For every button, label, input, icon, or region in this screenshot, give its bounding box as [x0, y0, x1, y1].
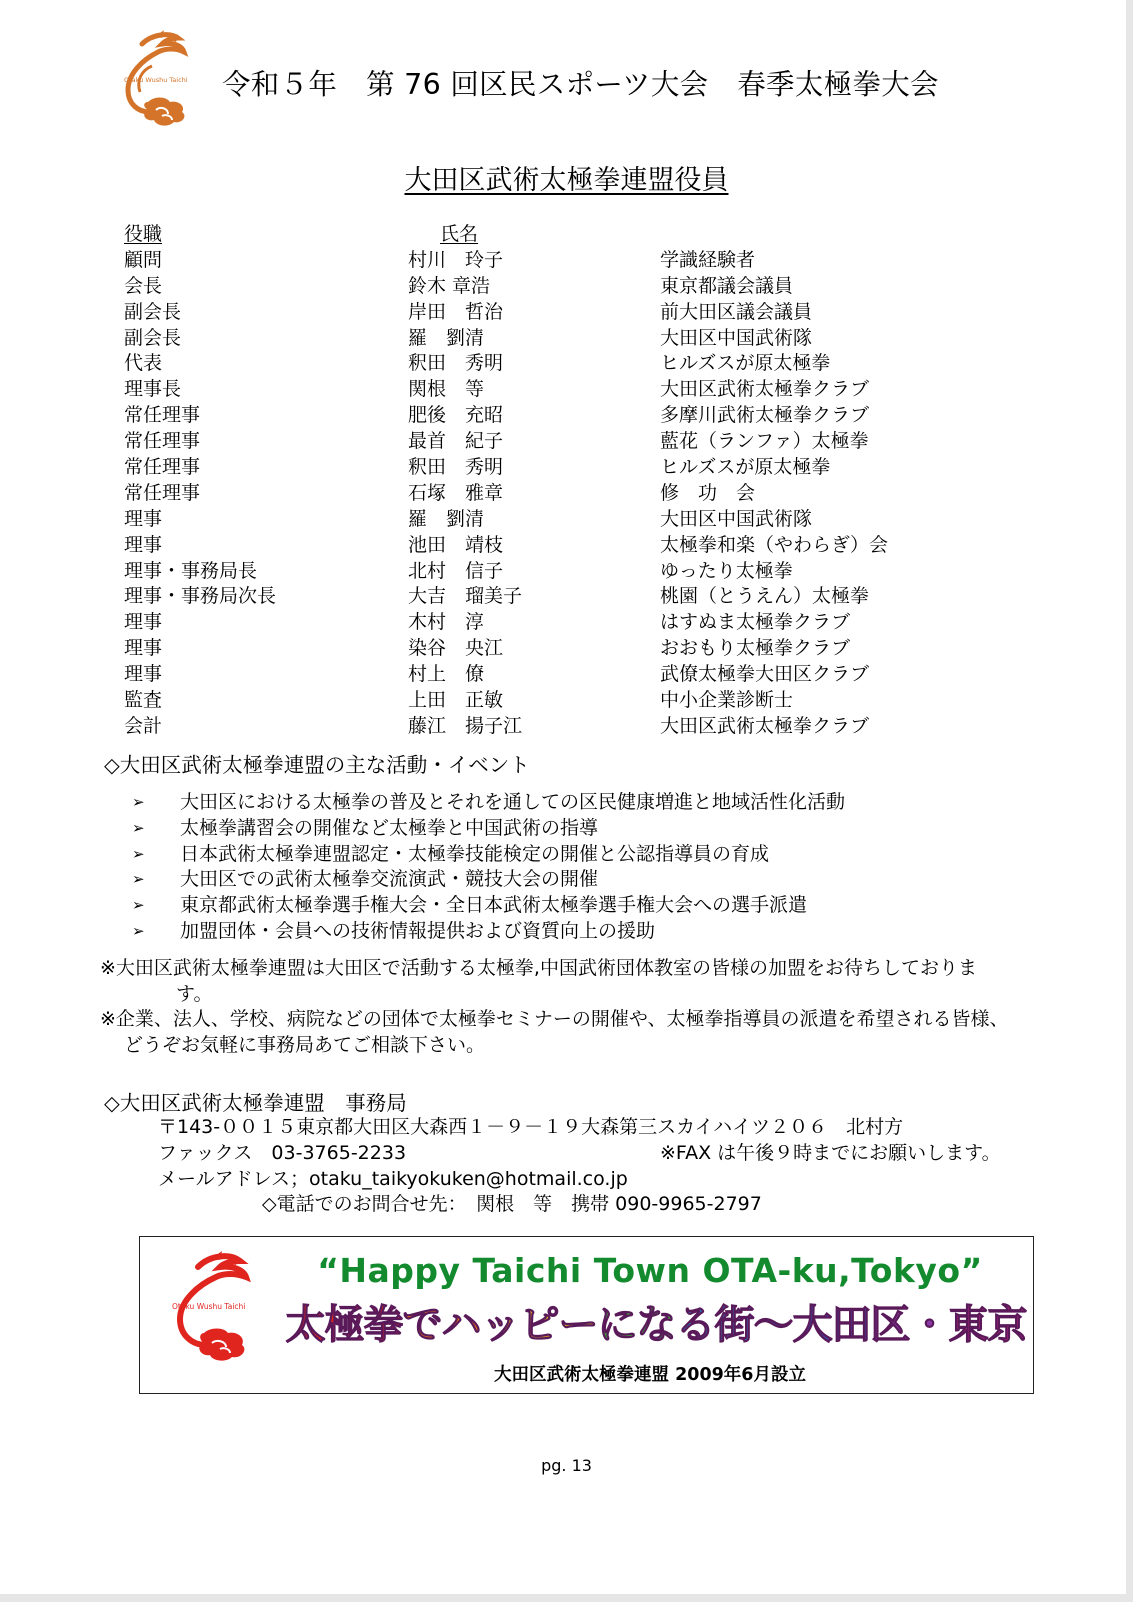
officer-role: 理事: [124, 611, 163, 634]
officer-affiliation: 太極拳和楽（やわらぎ）会: [660, 533, 889, 556]
banner-established: 大田区武術太極拳連盟 2009年6月設立: [494, 1365, 806, 1385]
page-edge: [1126, 0, 1133, 1602]
officer-name: 北村 信子: [408, 559, 504, 582]
activity-text: 大田区での武術太極拳交流演武・競技大会の開催: [180, 868, 599, 891]
officer-row: [124, 714, 924, 740]
officer-role: 副会長: [124, 300, 182, 323]
activities-title: ◇大田区武術太極拳連盟の主な活動・イベント: [104, 753, 530, 777]
officer-name: 上田 正敏: [408, 689, 504, 712]
officer-affiliation: 大田区中国武術隊: [660, 326, 813, 349]
officer-name: 最首 紀子: [408, 430, 504, 453]
banner-slogan-char: 田: [831, 1302, 871, 1348]
officer-row: [124, 559, 924, 585]
membership-note: ※大田区武術太極拳連盟は大田区で活動する太極拳,中国武術団体教室の皆様の加盟をお待ちしておりま: [100, 957, 977, 979]
fax-note: ※FAX は午後９時までにお願いします。: [660, 1142, 1001, 1164]
officer-affiliation: ヒルズスが原太極拳: [660, 456, 831, 479]
officer-row: [124, 274, 924, 300]
banner-japanese-slogan: [276, 1293, 1036, 1350]
banner-slogan-char: 大: [792, 1302, 832, 1348]
activity-text: 日本武術太極拳連盟認定・太極拳技能検定の開催と公認指導員の育成: [180, 842, 770, 865]
arrow-bullet-icon: ➢: [132, 896, 145, 915]
banner-slogan-char: ハ: [441, 1302, 481, 1348]
name-column-header: 氏名: [440, 223, 479, 245]
officer-affiliation: 桃園（とうえん）太極拳: [660, 585, 870, 608]
officer-affiliation: はすぬま太極拳クラブ: [660, 611, 851, 634]
banner-slogan-char: 京: [987, 1302, 1027, 1348]
officer-row: [124, 326, 924, 352]
arrow-bullet-icon: ➢: [132, 793, 145, 811]
banner-slogan-char: な: [636, 1302, 676, 1348]
officer-role: 会計: [124, 714, 163, 737]
officer-name: 大吉 瑠美子: [408, 585, 523, 608]
office-address: 〒143-００１５東京都大田区大森西１－９－１９大森第三スカイハイツ２０６ 北村方: [158, 1116, 904, 1138]
officer-name: 羅 劉清: [408, 326, 485, 349]
banner-slogan-char: 東: [948, 1302, 988, 1348]
officer-row: [124, 688, 924, 714]
officer-name: 村川 玲子: [408, 248, 504, 271]
banner-slogan-char: に: [597, 1302, 637, 1348]
activity-text: 大田区における太極拳の普及とそれを通しての区民健康増進と地域活性化活動: [180, 791, 846, 813]
officer-row: [124, 481, 924, 507]
activity-text: 太極拳講習会の開催など太極拳と中国武術の指導: [180, 816, 599, 839]
officer-affiliation: ヒルズスが原太極拳: [660, 352, 831, 375]
seminar-note: ※企業、法人、学校、病院などの団体で太極拳セミナーの開催や、太極拳指導員の派遣を希望される皆様、: [100, 1008, 1009, 1030]
officer-affiliation: 武僚太極拳大田区クラブ: [660, 663, 870, 686]
arrow-bullet-icon: ➢: [132, 818, 145, 837]
officer-role: 理事: [124, 533, 163, 556]
officer-row: [124, 507, 924, 533]
officer-affiliation: 藍花（ランファ）太極拳: [660, 430, 869, 453]
arrow-bullet-icon: ➢: [132, 921, 145, 940]
officer-name: 池田 靖枝: [408, 533, 504, 556]
officer-row: [124, 351, 924, 377]
officer-name: 木村 淳: [408, 611, 485, 634]
banner-slogan-char: 拳: [363, 1302, 403, 1348]
officer-row: [124, 403, 924, 429]
arrow-bullet-icon: ➢: [132, 870, 145, 889]
office-email: メールアドレス；otaku_taikyokuken@hotmail.co.jp: [158, 1168, 628, 1190]
banner-english-slogan: “Happy Taichi Town OTA-ku,Tokyo”: [317, 1251, 983, 1290]
officer-affiliation: おおもり太極拳クラブ: [660, 637, 851, 660]
banner-slogan-char: ～: [753, 1302, 793, 1348]
officer-row: [124, 662, 924, 688]
role-column-header: 役職: [124, 223, 163, 245]
officer-affiliation: 東京都議会議員: [660, 274, 794, 297]
officer-row: [124, 584, 924, 610]
office-title: ◇大田区武術太極拳連盟 事務局: [104, 1091, 407, 1115]
officer-row: [124, 636, 924, 662]
membership-note-continued: す。: [176, 983, 213, 1005]
officer-affiliation: ゆったり太極拳: [660, 559, 793, 582]
office-phone: ◇電話でのお問合せ先： 関根 等 携帯 090-9965-2797: [262, 1193, 762, 1215]
dragon-logo-icon: [164, 1251, 260, 1363]
officer-row: [124, 429, 924, 455]
officer-name: 肥後 充昭: [408, 404, 504, 427]
promo-banner: [139, 1236, 1034, 1394]
officer-role: 常任理事: [124, 456, 201, 479]
page-edge: [0, 1594, 1133, 1602]
page-number: pg. 13: [541, 1456, 592, 1475]
dragon-logo-icon: [112, 30, 198, 128]
officer-role: 理事: [124, 663, 163, 686]
banner-slogan-char: 太: [285, 1302, 325, 1348]
arrow-bullet-icon: ➢: [132, 844, 145, 863]
officers-table: [124, 222, 924, 740]
officer-affiliation: 大田区武術太極拳クラブ: [660, 714, 870, 737]
officer-name: 岸田 哲治: [408, 300, 504, 323]
officers-header: [124, 222, 924, 248]
banner-slogan-char: ・: [909, 1302, 949, 1348]
banner-slogan-char: ピ: [519, 1302, 559, 1348]
header-title: 令和５年 第 76 回区民スポーツ大会 春季太極拳大会: [222, 68, 939, 101]
office-fax: ファックス 03‐3765‐2233: [158, 1142, 407, 1164]
banner-slogan-char: る: [675, 1302, 715, 1348]
officer-role: 常任理事: [124, 404, 201, 427]
officer-name: 羅 劉清: [408, 507, 485, 530]
activity-text: 東京都武術太極拳選手権大会・全日本武術太極拳選手権大会への選手派遣: [180, 894, 808, 917]
officer-affiliation: 学識経験者: [660, 248, 756, 271]
banner-slogan-char: 街: [714, 1302, 754, 1348]
banner-slogan-char: 区: [870, 1302, 910, 1348]
officer-role: 理事・事務局長: [124, 559, 258, 582]
officer-row: [124, 300, 924, 326]
officer-affiliation: 大田区武術太極拳クラブ: [660, 378, 870, 401]
officer-name: 石塚 雅章: [408, 481, 504, 504]
officer-role: 会長: [124, 274, 163, 297]
officer-role: 代表: [124, 352, 163, 375]
officer-role: 理事長: [124, 378, 182, 401]
officer-role: 監査: [124, 689, 163, 712]
officer-role: 常任理事: [124, 481, 201, 504]
logo-text: Otaku Wushu Taichi: [172, 1302, 246, 1311]
officer-row: [124, 455, 924, 481]
officer-row: [124, 533, 924, 559]
officer-name: 釈田 秀明: [408, 352, 504, 375]
officer-role: 理事: [124, 507, 163, 530]
officer-affiliation: 中小企業診断士: [660, 689, 794, 712]
document-title: 大田区武術太極拳連盟役員: [404, 165, 729, 196]
officer-name: 釈田 秀明: [408, 456, 504, 479]
officer-affiliation: 多摩川武術太極拳クラブ: [660, 404, 870, 427]
officer-name: 染谷 央江: [408, 637, 504, 660]
activity-text: 加盟団体・会員への技術情報提供および資質向上の援助: [180, 919, 656, 942]
logo-text: Otaku Wushu Taichi: [124, 76, 188, 84]
officer-affiliation: 大田区中国武術隊: [660, 507, 813, 530]
officer-role: 理事: [124, 637, 163, 660]
officer-row: [124, 377, 924, 403]
banner-slogan-char: ッ: [480, 1302, 520, 1348]
banner-slogan-char: ー: [558, 1302, 598, 1348]
seminar-note-continued: どうぞお気軽に事務局あてご相談下さい。: [124, 1034, 486, 1056]
officer-affiliation: 前大田区議会議員: [660, 300, 813, 323]
banner-slogan-char: 極: [324, 1302, 364, 1348]
officer-name: 藤江 揚子江: [408, 714, 523, 737]
officer-role: 副会長: [124, 326, 182, 349]
officer-role: 常任理事: [124, 430, 201, 453]
banner-slogan-char: で: [402, 1302, 442, 1348]
officer-role: 顧問: [124, 248, 163, 271]
officer-name: 関根 等: [408, 378, 485, 401]
officer-row: [124, 248, 924, 274]
officer-name: 村上 僚: [408, 663, 485, 686]
officer-row: [124, 610, 924, 636]
officer-role: 理事・事務局次長: [124, 585, 277, 608]
officer-affiliation: 修 功 会: [660, 481, 756, 504]
officer-name: 鈴木 章浩: [408, 274, 491, 297]
